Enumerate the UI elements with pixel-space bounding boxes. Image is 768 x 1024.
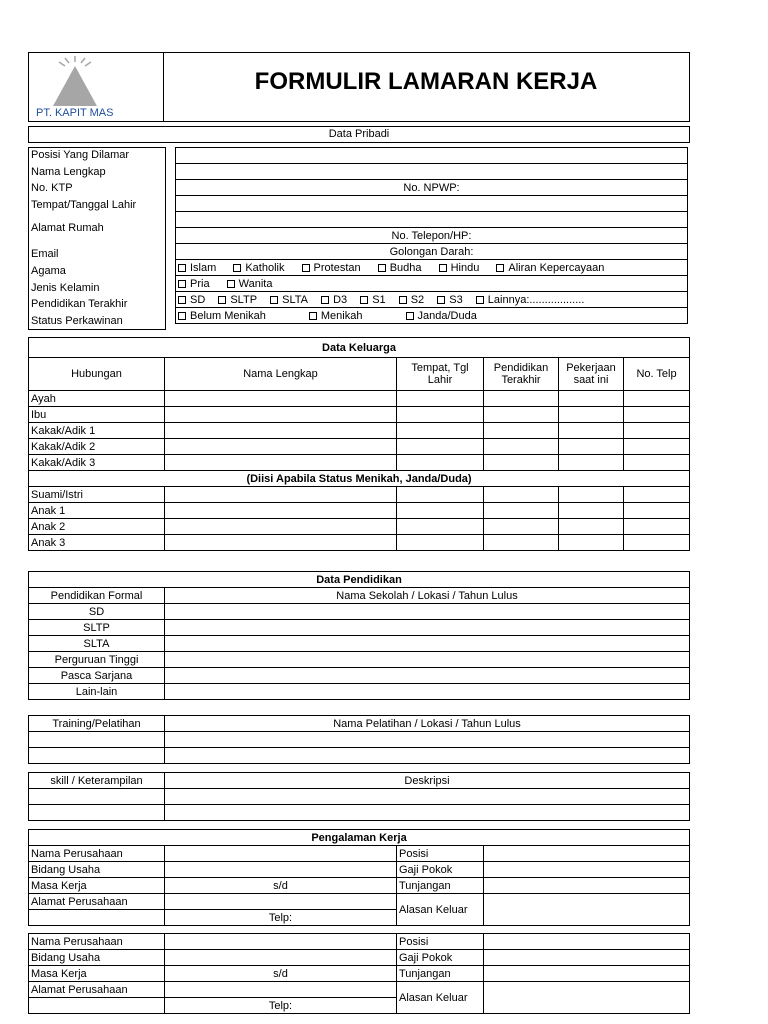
table-row xyxy=(29,748,690,764)
col-pendidikan: Pendidikan Terakhir xyxy=(484,358,559,391)
opt-menikah[interactable]: Menikah xyxy=(309,310,363,322)
label-status: Status Perkawinan xyxy=(31,314,123,327)
pendidikan-table xyxy=(28,571,690,700)
section-data-keluarga: Data Keluarga xyxy=(29,338,690,358)
col-nama-pelatihan: Nama Pelatihan / Lokasi / Tahun Lulus xyxy=(165,716,690,732)
pribadi-labels xyxy=(31,147,136,329)
table-row: Kakak/Adik 3 xyxy=(29,455,690,471)
table-row: Suami/Istri xyxy=(29,487,690,503)
col-nama-sekolah: Nama Sekolah / Lokasi / Tahun Lulus xyxy=(165,588,690,604)
opt-belum-menikah[interactable]: Belum Menikah xyxy=(178,310,266,322)
keluarga-table xyxy=(28,337,690,551)
col-skill: skill / Keterampilan xyxy=(29,773,165,789)
field-pendidikan xyxy=(176,292,688,308)
col-hubungan: Hubungan xyxy=(29,358,165,391)
table-row xyxy=(29,732,690,748)
label-email: Email xyxy=(31,248,59,261)
field-email-golongan[interactable] xyxy=(176,244,688,260)
table-row: Ibu xyxy=(29,407,690,423)
opt-budha[interactable]: Budha xyxy=(378,262,422,274)
table-row: Anak 1 xyxy=(29,503,690,519)
col-telp: No. Telp xyxy=(624,358,690,391)
pribadi-fields xyxy=(175,147,688,324)
skill-table xyxy=(28,772,690,821)
section-data-pendidikan: Data Pendidikan xyxy=(29,572,690,588)
table-row: Anak 3 xyxy=(29,535,690,551)
field-ttl[interactable] xyxy=(176,196,688,212)
field-ktp-npwp[interactable] xyxy=(176,180,688,196)
table-row: Kakak/Adik 1 xyxy=(29,423,690,439)
table-row xyxy=(29,805,690,821)
company-logo-icon xyxy=(45,56,135,110)
opt-hindu[interactable]: Hindu xyxy=(439,262,480,274)
col-deskripsi: Deskripsi xyxy=(165,773,690,789)
opt-s3[interactable]: S3 xyxy=(437,294,462,306)
opt-janda-duda[interactable]: Janda/Duda xyxy=(406,310,477,322)
col-pendidikan-formal: Pendidikan Formal xyxy=(29,588,165,604)
opt-pria[interactable]: Pria xyxy=(178,278,210,290)
col-nama-lengkap: Nama Lengkap xyxy=(165,358,397,391)
opt-protestan[interactable]: Protestan xyxy=(302,262,361,274)
opt-sltp[interactable]: SLTP xyxy=(218,294,257,306)
table-row: Anak 2 xyxy=(29,519,690,535)
table-row: Perguruan Tinggi xyxy=(29,652,690,668)
table-row: SD xyxy=(29,604,690,620)
label-nama: Nama Lengkap xyxy=(31,165,106,178)
pengalaman-table-2: Nama Perusahaan Posisi Bidang Usaha Gaji Pokok Masa Kerja s/d Tunjangan Alamat Perusahaan Alasan Keluar Telp: xyxy=(28,933,690,1014)
company-name: PT. KAPIT MAS xyxy=(36,107,114,119)
telepon-label: No. Telepon/HP: xyxy=(391,229,472,242)
col-training: Training/Pelatihan xyxy=(29,716,165,732)
field-posisi[interactable] xyxy=(176,148,688,164)
opt-katholik[interactable]: Katholik xyxy=(233,262,284,274)
section-pengalaman-kerja: Pengalaman Kerja xyxy=(29,830,690,846)
opt-islam[interactable]: Islam xyxy=(178,262,216,274)
label-agama: Agama xyxy=(31,264,66,277)
table-row: SLTP xyxy=(29,620,690,636)
section-data-pribadi: Data Pribadi xyxy=(28,126,690,143)
opt-d3[interactable]: D3 xyxy=(321,294,347,306)
table-row: Ayah xyxy=(29,391,690,407)
opt-s2[interactable]: S2 xyxy=(399,294,424,306)
table-row xyxy=(29,789,690,805)
opt-aliran[interactable]: Aliran Kepercayaan xyxy=(496,262,604,274)
label-pendidikan: Pendidikan Terakhir xyxy=(31,298,128,311)
golongan-label: Golongan Darah: xyxy=(389,245,474,258)
opt-s1[interactable]: S1 xyxy=(360,294,385,306)
table-row: SLTA xyxy=(29,636,690,652)
field-nama[interactable] xyxy=(176,164,688,180)
opt-lainnya[interactable]: Lainnya:.................. xyxy=(476,294,585,306)
field-alamat-1[interactable] xyxy=(176,212,688,228)
col-pekerjaan: Pekerjaan saat ini xyxy=(559,358,624,391)
label-alamat: Alamat Rumah xyxy=(31,222,104,235)
form-title: FORMULIR LAMARAN KERJA xyxy=(254,68,598,95)
opt-wanita[interactable]: Wanita xyxy=(227,278,273,290)
col-ttl: Tempat, Tgl Lahir xyxy=(397,358,484,391)
pengalaman-table-1: Pengalaman Kerja Nama Perusahaan Posisi Bidang Usaha Gaji Pokok Masa Kerja s/d Tunjangan Alamat Perusahaan Alasan Keluar Telp: xyxy=(28,829,690,926)
field-kelamin xyxy=(176,276,688,292)
label-kelamin: Jenis Kelamin xyxy=(31,281,100,294)
label-posisi: Posisi Yang Dilamar xyxy=(31,149,130,161)
opt-sd[interactable]: SD xyxy=(178,294,205,306)
opt-slta[interactable]: SLTA xyxy=(270,294,308,306)
field-alamat-telepon[interactable] xyxy=(176,228,688,244)
table-row: Lain-lain xyxy=(29,684,690,700)
table-row: Kakak/Adik 2 xyxy=(29,439,690,455)
keluarga-note: (Diisi Apabila Status Menikah, Janda/Duda) xyxy=(29,471,690,487)
field-status xyxy=(176,308,688,324)
npwp-label: No. NPWP: xyxy=(403,181,460,194)
training-table xyxy=(28,715,690,764)
table-row: Pasca Sarjana xyxy=(29,668,690,684)
label-ktp: No. KTP xyxy=(31,182,73,195)
field-agama xyxy=(176,260,688,276)
label-ttl: Tempat/Tanggal Lahir xyxy=(31,198,137,211)
